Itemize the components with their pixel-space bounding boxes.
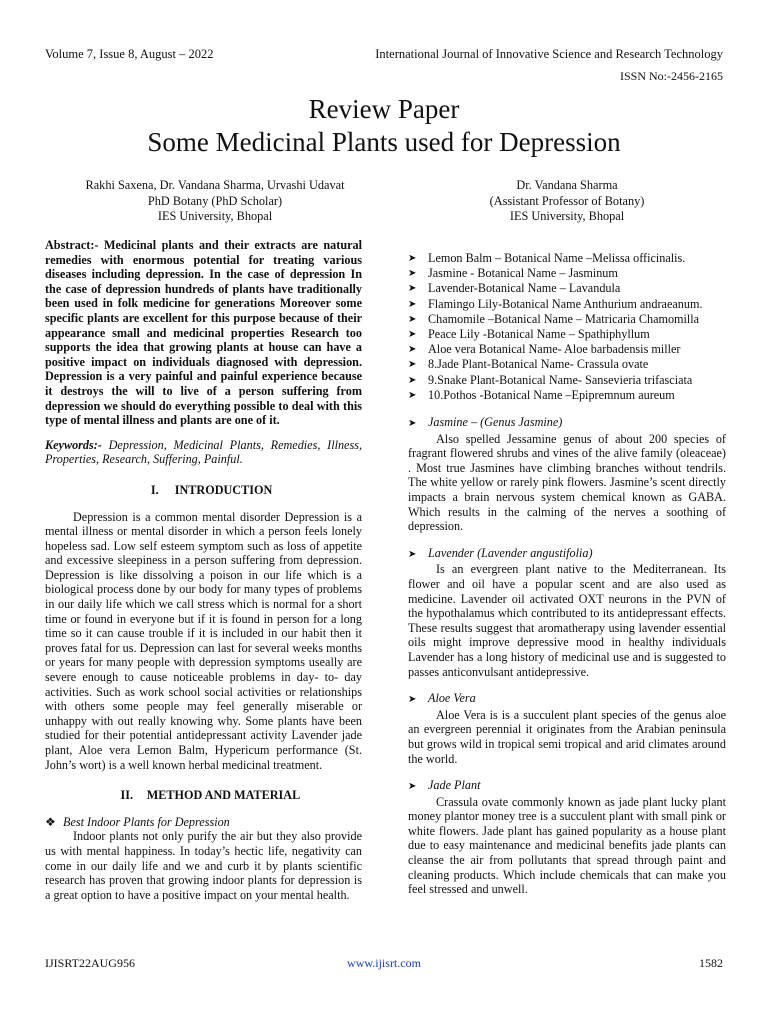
arrow-bullet-icon: ➤: [408, 329, 417, 341]
plant-heading-jade: ➤ Jade Plant: [408, 778, 726, 795]
plant-paragraph-lavender: Is an evergreen plant native to the Mediterranean. Its flower and oil have a popular scent and are also used as medicine. Lavender oil activated OXT neurons in the PVN of the hypothalamus which contributed to its antidepressant effects. These results suggest that aromatherapy using lavender essential oils might improve depressive mood in healthy individuals Lavender has a long history of medicinal use and is suggested to passes anticonvulsant antidepressive.: [408, 562, 726, 679]
plant-paragraph-aloe-vera: Aloe Vera is is a succulent plant species of the genus aloe an evergreen perennial it originates from the Arabian peninsula but grows wild in tropical semi tropical and arid climates around the world.: [408, 707, 726, 766]
subheading-text: Best Indoor Plants for Depression: [63, 814, 230, 829]
list-item: ➤ 10.Pothos -Botanical Name –Epipremnum aureum: [408, 387, 675, 402]
author-role: PhD Botany (PhD Scholar): [147, 193, 283, 208]
author-affiliation: IES University, Bhopal: [157, 209, 273, 223]
section-heading-introduction: [45, 483, 362, 498]
method-paragraph: Indoor plants not only purify the air but they also provide us with mental happiness. In today’s hectic life, negativity can come in our daily life and we and curb it by plants scientific research has proven that growing indoor plants for depression is a great option to have a positive impact on your mental health.: [45, 829, 362, 902]
paper-title: [0, 93, 768, 159]
arrow-bullet-icon: ➤: [408, 268, 417, 280]
left-column: [45, 238, 362, 902]
section-heading-method: [45, 788, 362, 803]
keywords-text: Depression, Medicinal Plants, Remedies, Illness, Properties, Research, Suffering, Painful.: [45, 437, 362, 467]
section-number: II.: [120, 788, 134, 803]
title-line-2: Some Medicinal Plants used for Depression: [147, 127, 621, 157]
plant-heading-aloe-vera: ➤ Aloe Vera: [408, 691, 726, 708]
plant-list: [408, 251, 726, 403]
author-role: (Assistant Professor of Botany): [489, 193, 645, 208]
subheading-indoor-plants: [45, 815, 362, 830]
arrow-bullet-icon: ➤: [408, 374, 417, 386]
arrow-bullet-icon: ➤: [408, 298, 417, 310]
author-names: Rakhi Saxena, Dr. Vandana Sharma, Urvashi Udavat: [85, 178, 345, 192]
section-title: INTRODUCTION: [174, 482, 273, 497]
abstract: Abstract:- Medicinal plants and their extracts are natural remedies with enormous potential for treating various diseases including depression. In the case of depression In the case of depression hundreds of plants have traditionally been used in folk medicine for generations Moreover some specific plants are excellent for this purpose because of their appearance small and medicinal properties Research too supports the idea that growing plants at house can have a positive impact on individuals diagnosed with depression. Depression is a very painful and painful experience because it destroys the will to live of a person suffering from depression we should do everything possible to deal with this type of mental illness and plants are one of it.: [45, 238, 362, 428]
list-item: ➤ Flamingo Lily-Botanical Name Anthurium andraeanum.: [408, 296, 703, 311]
section-title: METHOD AND MATERIAL: [146, 788, 301, 803]
list-item: ➤ 9.Snake Plant-Botanical Name- Sansevieria trifasciata: [408, 372, 693, 387]
arrow-bullet-icon: ➤: [408, 694, 417, 706]
diamond-bullet-icon: ❖: [45, 814, 56, 829]
issn-label: ISSN No:-2456-2165: [619, 69, 723, 83]
page-number: 1582: [699, 956, 723, 970]
author-block-right: [408, 178, 726, 225]
arrow-bullet-icon: ➤: [408, 548, 417, 560]
plant-paragraph-jasmine: Also spelled Jessamine genus of about 200 species of fragrant flowered shrubs and vines of the alive family (oleaceae) . Most true Jasmines have climbing branches without tendrils. The white yellow or rarely pink flowers. Jasmine’s scent directly impacts a brain nervous system chemical known as GABA. Which results in the calming of the nerves a soothing of depression.: [408, 431, 726, 534]
list-item: ➤ Peace Lily -Botanical Name – Spathiphyllum: [408, 327, 650, 342]
keywords-label: Keywords:-: [45, 437, 102, 452]
running-header-journal: International Journal of Innovative Science and Research Technology: [375, 47, 723, 61]
author-block-left: [45, 178, 385, 225]
arrow-bullet-icon: ➤: [408, 313, 417, 325]
footer-code: IJISRT22AUG956: [45, 956, 135, 970]
list-item: ➤ Chamomile –Botanical Name – Matricaria Chamomilla: [408, 311, 700, 326]
arrow-bullet-icon: ➤: [408, 781, 417, 793]
list-item: ➤ Aloe vera Botanical Name- Aloe barbadensis miller: [408, 342, 681, 357]
running-header-volume: Volume 7, Issue 8, August – 2022: [45, 47, 214, 61]
arrow-bullet-icon: ➤: [408, 389, 417, 401]
plant-heading-lavender: ➤ Lavender (Lavender angustifolia): [408, 546, 726, 563]
author-names: Dr. Vandana Sharma: [516, 178, 618, 192]
arrow-bullet-icon: ➤: [408, 344, 417, 356]
arrow-bullet-icon: ➤: [408, 283, 417, 295]
plant-paragraph-jade: Crassula ovate commonly known as jade plant lucky plant money plantor money tree is a succulent plant with small pink or white flowers. Jade plant has gained popularity as a house plant due to easy maintenance and medicinal benefits jade plants can cleanse the air from pollutants that spread through paint and cleaning products. Which include chemicals that can make you feel stressed and unwell.: [408, 794, 726, 897]
section-number: I.: [150, 482, 159, 497]
keywords: [45, 438, 362, 467]
list-item: ➤ 8.Jade Plant-Botanical Name- Crassula ovate: [408, 357, 649, 372]
list-item: ➤ Jasmine - Botanical Name – Jasminum: [408, 266, 618, 281]
right-column: [408, 251, 726, 897]
arrow-bullet-icon: ➤: [408, 359, 417, 371]
list-item: ➤ Lavender-Botanical Name – Lavandula: [408, 281, 621, 296]
list-item: ➤ Lemon Balm – Botanical Name –Melissa officinalis.: [408, 251, 686, 265]
footer-url-link[interactable]: www.ijisrt.com: [347, 956, 421, 970]
introduction-paragraph: Depression is a common mental disorder Depression is a mental illness or mental disorder in which a person feels lonely hopeless sad. Low self esteem symptom such as loss of appetite and excessive sleepiness in a person suffering from depression. Depression is like dissolving a poison in our life which is a biological process done by our body for many types of problems in our daily life which we call stress which is normal for a short time or found in everyone but if it is found in person for a long time so it can cause trouble if it is included in our habit then it proves fatal for us. Depression can last for several weeks months or years for many people with depression symptoms useally are severe enough to cause noticeable problems in day- to- day activities. Such as work school social activities or relationships with others some people may feel generally miserable or unhappy with out really knowing why. Some plants have been studied for their potential antidepressant activity Lavender jade plant, Aloe vera Lemon Balm, Hypericum performance (St. John’s wort) is a well known herbal medicinal treatment.: [45, 509, 362, 772]
arrow-bullet-icon: ➤: [408, 418, 417, 430]
title-line-1: Review Paper: [308, 94, 460, 124]
author-affiliation: IES University, Bhopal: [509, 209, 625, 223]
arrow-bullet-icon: ➤: [408, 253, 417, 264]
plant-heading-jasmine: ➤ Jasmine – (Genus Jasmine): [408, 415, 726, 432]
